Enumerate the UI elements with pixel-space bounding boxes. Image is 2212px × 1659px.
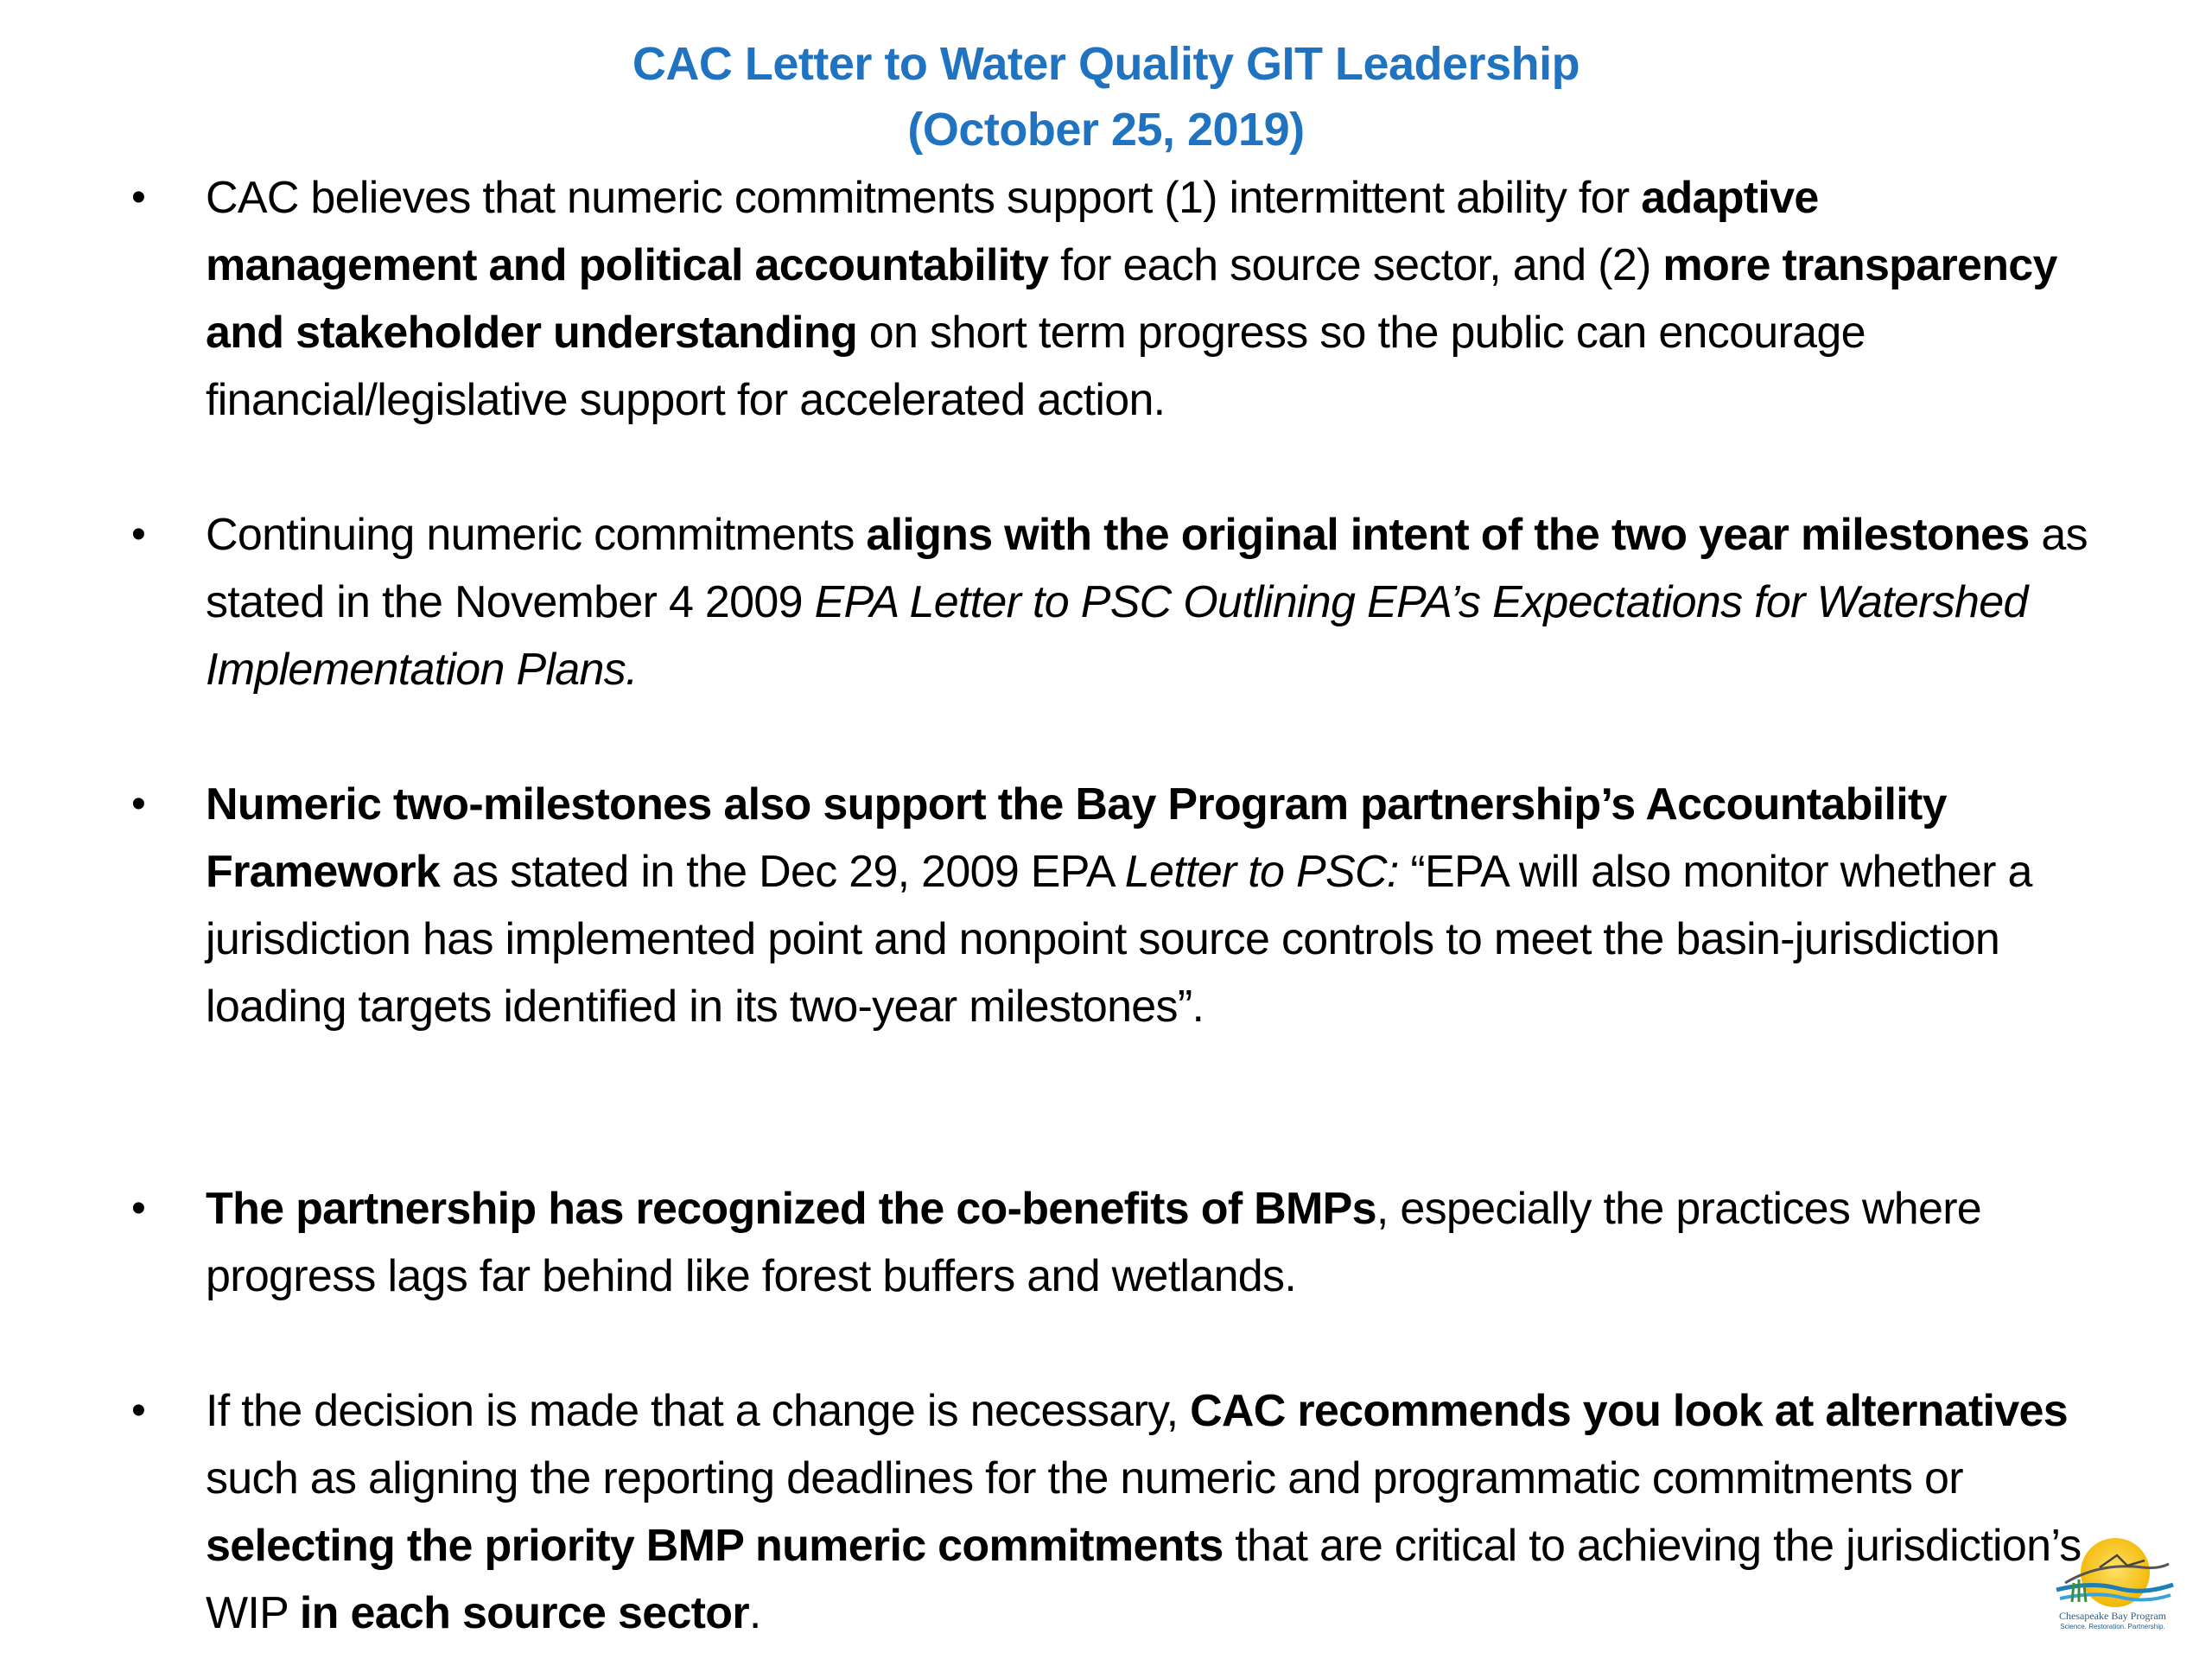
- bullet-dot-icon: •: [131, 512, 146, 557]
- bullet-segment: EPA Letter to PSC Outlining EPA’s Expectations for Watershed Implementation Plans.: [206, 577, 2028, 695]
- bullet-segment: , especially the practices where progress lags far behind like forest buffers and wetlands.: [206, 1184, 1982, 1301]
- bullet-segment: CAC recommends you look at alternatives: [1190, 1386, 2068, 1436]
- bullet-segment: .: [748, 1588, 761, 1638]
- bullet-text-3: [206, 771, 2089, 1040]
- bullet-segment: for each source sector, and (2): [1048, 240, 1663, 290]
- title-line-2: (October 25, 2019): [907, 104, 1305, 156]
- bullet-segment: Continuing numeric commitments: [206, 510, 867, 560]
- bullet-dot-icon: •: [131, 781, 146, 827]
- bullet-segment: Letter to PSC:: [1124, 847, 1399, 897]
- bullet-dot-icon: •: [131, 1185, 146, 1231]
- bullet-dot-icon: •: [131, 1388, 146, 1433]
- bullet-segment: as stated in the Dec 29, 2009 EPA: [440, 847, 1125, 897]
- bullet-segment: in each source sector: [299, 1588, 749, 1638]
- bullet-segment: that are critical to achieving the jurisdiction’s WIP: [206, 1521, 2082, 1638]
- bullet-segment: aligns with the original intent of the two year milestones: [866, 510, 2030, 560]
- bullet-segment: “EPA will also monitor whether a jurisdiction has implemented point and nonpoint source controls to meet the basin-jurisdiction loading targets identified in its two-year milestones”.: [206, 847, 2032, 1032]
- logo-subcaption: Science. Restoration. Partnership.: [2060, 1623, 2165, 1630]
- bullet-segment: such as aligning the reporting deadlines for the numeric and programmatic commitments or: [206, 1453, 1963, 1503]
- bullet-segment: The partnership has recognized the co-benefits of BMPs: [206, 1184, 1376, 1234]
- bullet-text-2: [206, 501, 2089, 703]
- logo-caption: Chesapeake Bay Program: [2059, 1610, 2166, 1622]
- bullet-segment: more transparency and stakeholder understanding: [206, 240, 2057, 358]
- title-line-1: CAC Letter to Water Quality GIT Leadership: [632, 38, 1580, 90]
- bullet-segment: as stated in the November 4 2009: [206, 510, 2088, 627]
- bullet-segment: on short term progress so the public can encourage financial/legislative support for accelerated action.: [206, 308, 1866, 425]
- bullet-text-4: [206, 1175, 2089, 1310]
- bullet-text-5: [206, 1377, 2089, 1647]
- bullet-segment: adaptive management and political accountability: [206, 173, 1819, 290]
- bullet-text-1: [206, 164, 2089, 434]
- bullet-segment: If the decision is made that a change is necessary,: [206, 1386, 1191, 1436]
- slide-title: [0, 31, 2212, 162]
- bullet-segment: Numeric two-milestones also support the Bay Program partnership’s Accountability Framework: [206, 779, 1947, 897]
- bullet-segment: selecting the priority BMP numeric commitments: [206, 1521, 1224, 1571]
- bullet-segment: CAC believes that numeric commitments support (1) intermittent ability for: [206, 173, 1642, 223]
- bullet-dot-icon: •: [131, 175, 146, 220]
